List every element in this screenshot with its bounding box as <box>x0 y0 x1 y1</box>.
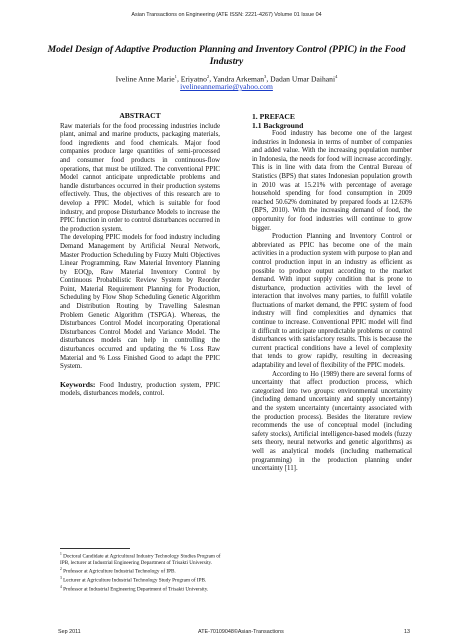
footnote-mark: 1 <box>60 552 62 556</box>
abstract-paragraph: The developing PPIC models for food industry including Demand Management by Artificial Neural Network, Master Production Scheduling by Fuzzy Multi Objectives Linear Programming, Raw Material Inventory Planning by EOQp, Raw Material Inventory Control by Continuous Probabilistic Review System by Reorder Point, Material Requirement Planning for Production, Scheduling by Flow Shop Scheduling Genetic Algorithm and Distribution Routing by Travelling Salesman Problem Genetic Algorithm (TSPGA). Whereas, the Disturbances Control Model incorporating Operational Disturbances Control Model and Variance Model. The disturbances models can help in controlling the disturbances occurred and updating the % Loss Raw Material and % Loss Finished Good to adapt the PPIC System. <box>60 234 220 371</box>
abstract-heading: ABSTRACT <box>119 111 161 120</box>
footnote <box>60 575 222 584</box>
abstract-paragraph: Raw materials for the food processing industries include plant, animal and marine products, packaging materials, food ingredients and food chemicals. Major food companies produce large quantities of semi-processed and consumer food products in continuous-flow operations, that must be utilized. The conventional PPIC Model cannot anticipate unpredictable problems and handle disturbances occurred in their production systems effectively. Thus, the objectives of this research are to develop a PPIC Model, which is suitable for food industry, and propose Disturbance Models to increase the PPIC function in order to control disturbances occurred in the production system. <box>60 122 220 233</box>
footnote <box>60 551 222 566</box>
author-name: Dadan Umar Daihani <box>270 74 336 84</box>
author-affiliation-mark: 3 <box>264 74 267 79</box>
footnote-divider <box>60 548 130 549</box>
body-paragraph: Food industry has become one of the largest industries in Indonesia in terms of number of companies and added value. With the increasing population number in Indonesia, the needs for food will increase accordingly. This is in line with data from the Central Bureau of Statistics (BPS) that states Indonesian population growth in 2010 was at 15.21% with percentage of average household spending for food consumption in 2009 reached 50.62% dominated by prepared foods at 12.63% (BPS, 2010). With the increasing demand of food, the opportunity for food industries will continue to grow bigger. <box>252 130 412 232</box>
subsection-heading: 1.1 Background <box>252 121 304 130</box>
keywords-label: Keywords: <box>60 379 96 389</box>
author-affiliation-mark: 1 <box>174 74 177 79</box>
author-list: Iveline Anne Marie$^1$, Eriyatno$^2$, Yandra Arkeman$^3$, Dadan Umar Daihani$^4$ <box>115 74 338 84</box>
footnote-text: Lecturer at Agriculture Industrial Technology Study Program of IPB. <box>61 578 207 585</box>
footer-article-id: ATE-70109048©Asian-Transactions <box>198 629 284 635</box>
footnote-text: Professor at Industrial Engineering Department of Trisakti University. <box>61 587 209 594</box>
author-name: Yandra Arkeman <box>212 74 265 84</box>
keywords-text: Food Industry, production system, PPIC models, disturbances models, control. <box>60 381 220 398</box>
footnote-text: Doctoral Candidate at Agricultural Industry Technology Studies Program of IPB, lecturer at Industrial Engineering Department of Trisakti University. <box>60 553 221 567</box>
right-column <box>252 112 412 474</box>
footnotes <box>60 551 222 593</box>
page-number: 13 <box>404 629 410 635</box>
author-email-link[interactable]: ivelineannemarie@yahoo.com <box>180 82 273 91</box>
left-column <box>60 112 220 399</box>
footnote-mark: 4 <box>60 585 62 590</box>
footnote <box>60 566 222 575</box>
author-name: Iveline Anne Marie <box>115 74 175 84</box>
footnote <box>60 584 222 593</box>
section-heading: 1. PREFACE <box>252 112 295 121</box>
body-paragraph: According to Ho (1989) there are several forms of uncertainty that affect production process, which categorized into two groups: environmental uncertainty (including demand uncertainty and supply uncertainty) and the system uncertainty (uncertainty associated with the production process). Besides the literature review recommends the use of conceptual model (including safety stocks), Artificial intelligence-based models (fuzzy sets theory, neural networks and genetic algorithms) as well as analytical models (including mathematical programming) in the production planning under uncertainty [11]. <box>252 370 412 473</box>
body-paragraph: Production Planning and Inventory Control or abbreviated as PPIC has become one of the main activities in a production system with purpose to plan and control production input in an industry as efficient as possible to produce output according to the market demand. With input supply condition that is prone to disturbance, production activities with the level of interaction that involves many parties, to fulfill volatile fluctuations of market demand, the PPIC system of food industry will find complexities and dynamics that continue to increase. Conventional PPIC model will find it difficult to anticipate unpredictable problems or control disturbances with satisfactory results. This is because the current practical conditions have a level of complexity that tends to grow rapidly, resulting in decreasing adaptability and level of flexibility of the PPIC models. <box>252 233 412 370</box>
journal-header: Asian Transactions on Engineering (ATE ISSN: 2221-4267) Volume 01 Issue 04 <box>131 12 322 18</box>
author-affiliation-mark: 4 <box>335 74 338 79</box>
author-name: Eriyatno <box>180 74 207 84</box>
paper-title: Model Design of Adaptive Production Planning and Inventory Control (PPIC) in the Food Industry <box>47 44 406 67</box>
footnote-text: Professor at Agriculture Industrial Technology of IPB. <box>61 569 176 576</box>
author-affiliation-mark: 2 <box>206 74 210 79</box>
footnote-mark: 2 <box>60 567 62 572</box>
footnote-mark: 3 <box>60 576 62 581</box>
footer-date: Sep 2011 <box>58 629 81 635</box>
keywords <box>60 381 220 399</box>
